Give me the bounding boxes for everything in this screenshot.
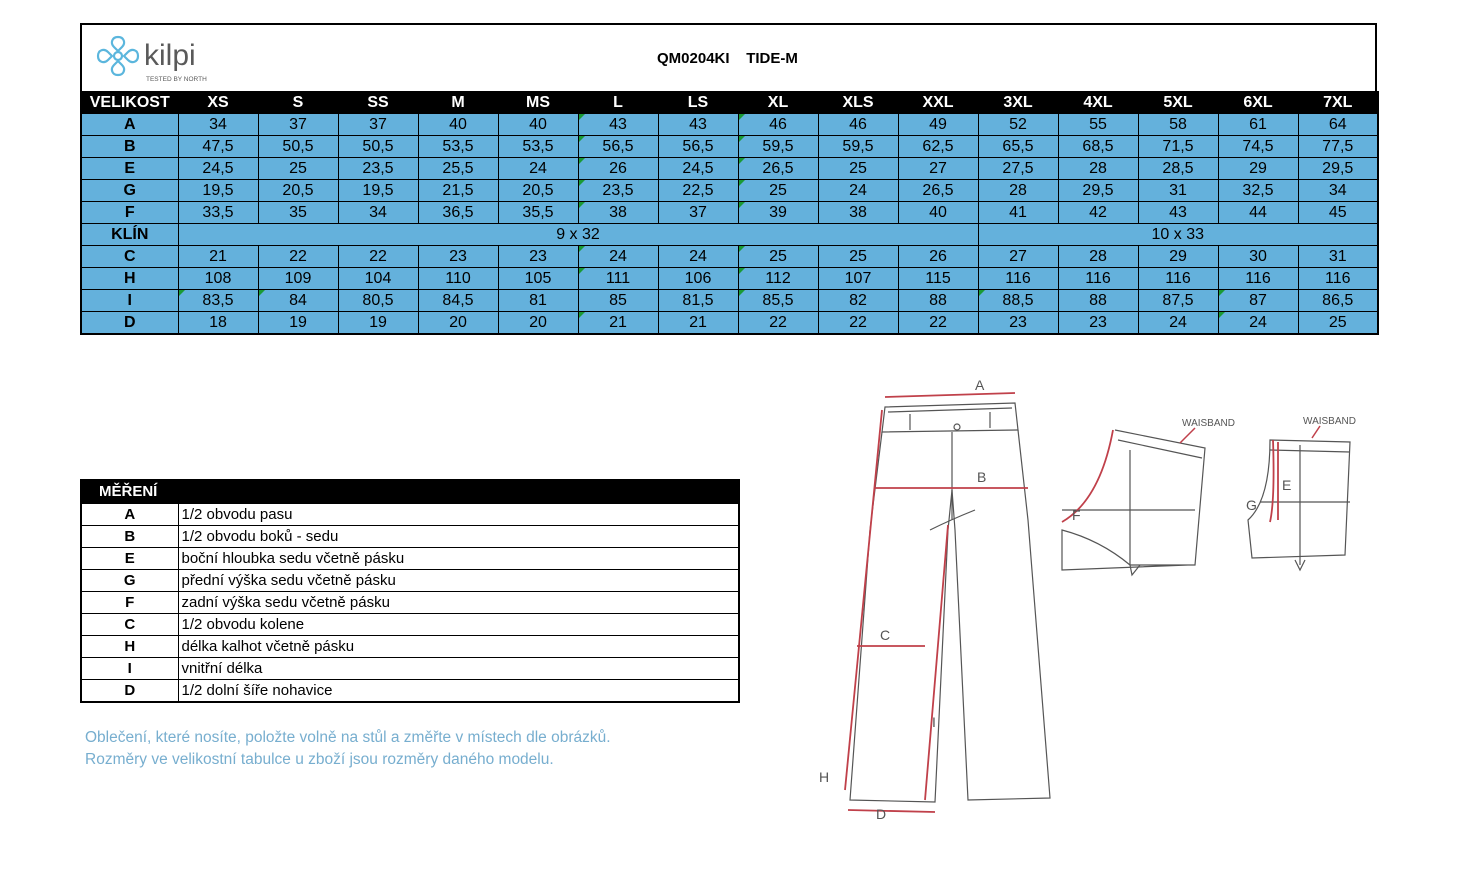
size-cell: 59,5 <box>738 136 818 158</box>
size-cell: 108 <box>178 268 258 290</box>
size-cell: 18 <box>178 312 258 335</box>
size-cell: 22 <box>258 246 338 268</box>
size-cell: 111 <box>578 268 658 290</box>
size-cell: 24 <box>818 180 898 202</box>
measure-h <box>845 410 882 790</box>
measurement-key: D <box>81 680 178 703</box>
size-cell: 88,5 <box>978 290 1058 312</box>
note-line-2: Rozměry ve velikostní tabulce u zboží jsou rozměry daného modelu. <box>85 751 554 768</box>
size-cell: 52 <box>978 114 1058 136</box>
size-cell: 105 <box>498 268 578 290</box>
size-cell: 116 <box>978 268 1058 290</box>
size-cell: 31 <box>1298 246 1378 268</box>
measurement-row <box>81 614 739 636</box>
size-header-row <box>81 92 1378 114</box>
size-cell: 109 <box>258 268 338 290</box>
zipper-value-small: 9 x 32 <box>178 224 978 246</box>
size-cell: 112 <box>738 268 818 290</box>
size-cell: 22,5 <box>658 180 738 202</box>
size-row-label: I <box>81 290 178 312</box>
pants-measurement-diagram <box>800 370 1370 830</box>
size-cell: 32,5 <box>1218 180 1298 202</box>
size-cell: 23 <box>978 312 1058 335</box>
size-row-c <box>81 246 1378 268</box>
waistband-label-back: WAISBAND <box>1182 418 1235 429</box>
size-cell: 77,5 <box>1298 136 1378 158</box>
size-column-header: XS <box>178 92 258 114</box>
diagram-label-c: C <box>880 627 891 643</box>
measure-f <box>1062 430 1113 522</box>
size-column-header: 7XL <box>1298 92 1378 114</box>
measurement-key: G <box>81 570 178 592</box>
size-cell: 22 <box>738 312 818 335</box>
measurement-key: E <box>81 548 178 570</box>
size-cell: 50,5 <box>338 136 418 158</box>
size-cell: 106 <box>658 268 738 290</box>
measurement-row <box>81 658 739 680</box>
size-cell: 19,5 <box>338 180 418 202</box>
size-cell: 25 <box>818 246 898 268</box>
size-cell: 26 <box>578 158 658 180</box>
size-cell: 25 <box>738 246 818 268</box>
measurement-description: vnitřní délka <box>178 658 739 680</box>
size-cell: 53,5 <box>498 136 578 158</box>
size-row-label: KLÍN <box>81 224 178 246</box>
size-cell: 28,5 <box>1138 158 1218 180</box>
measurement-description: boční hloubka sedu včetně pásku <box>178 548 739 570</box>
size-cell: 83,5 <box>178 290 258 312</box>
size-cell: 44 <box>1218 202 1298 224</box>
size-cell: 88 <box>898 290 978 312</box>
size-cell: 23,5 <box>338 158 418 180</box>
size-cell: 19,5 <box>178 180 258 202</box>
size-column-header: XLS <box>818 92 898 114</box>
size-grid <box>80 91 1379 335</box>
size-cell: 47,5 <box>178 136 258 158</box>
size-cell: 45 <box>1298 202 1378 224</box>
size-cell: 58 <box>1138 114 1218 136</box>
size-cell: 31 <box>1138 180 1218 202</box>
size-cell: 22 <box>338 246 418 268</box>
size-column-header: SS <box>338 92 418 114</box>
size-cell: 20 <box>418 312 498 335</box>
size-column-header: 5XL <box>1138 92 1218 114</box>
size-cell: 82 <box>818 290 898 312</box>
size-cell: 37 <box>258 114 338 136</box>
measurement-description: zadní výška sedu včetně pásku <box>178 592 739 614</box>
size-cell: 55 <box>1058 114 1138 136</box>
size-cell: 24 <box>498 158 578 180</box>
size-column-header: L <box>578 92 658 114</box>
size-cell: 41 <box>978 202 1058 224</box>
size-cell: 116 <box>1298 268 1378 290</box>
diagram-label-d: D <box>876 806 887 822</box>
pants-side-outline <box>1248 440 1350 570</box>
size-cell: 25 <box>1298 312 1378 335</box>
zipper-value-large: 10 x 33 <box>978 224 1378 246</box>
size-column-header: S <box>258 92 338 114</box>
measurement-description: 1/2 obvodu boků - sedu <box>178 526 739 548</box>
size-cell: 84,5 <box>418 290 498 312</box>
size-cell: 115 <box>898 268 978 290</box>
size-cell: 46 <box>738 114 818 136</box>
size-cell: 21 <box>578 312 658 335</box>
size-cell: 68,5 <box>1058 136 1138 158</box>
size-cell: 19 <box>338 312 418 335</box>
size-row-g <box>81 180 1378 202</box>
diagram-label-f: F <box>1072 507 1081 523</box>
diagram-label-i: I <box>932 714 936 730</box>
size-cell: 24 <box>658 246 738 268</box>
size-cell: 37 <box>338 114 418 136</box>
size-cell: 65,5 <box>978 136 1058 158</box>
diagram-label-e: E <box>1282 477 1292 493</box>
size-table <box>80 23 1377 335</box>
size-cell: 23 <box>418 246 498 268</box>
size-cell: 20 <box>498 312 578 335</box>
size-row-label: B <box>81 136 178 158</box>
size-cell: 49 <box>898 114 978 136</box>
size-cell: 24 <box>1218 312 1298 335</box>
size-cell: 29,5 <box>1058 180 1138 202</box>
measurement-row <box>81 526 739 548</box>
measurement-row <box>81 570 739 592</box>
size-header-label: VELIKOST <box>81 92 178 114</box>
size-cell: 40 <box>498 114 578 136</box>
size-cell: 23 <box>498 246 578 268</box>
size-row-label: F <box>81 202 178 224</box>
size-cell: 22 <box>898 312 978 335</box>
size-cell: 21,5 <box>418 180 498 202</box>
size-row-label: A <box>81 114 178 136</box>
measure-g <box>1270 440 1274 522</box>
size-cell: 22 <box>818 312 898 335</box>
pants-front-outline <box>850 403 1050 802</box>
size-cell: 86,5 <box>1298 290 1378 312</box>
size-cell: 61 <box>1218 114 1298 136</box>
measurement-key: C <box>81 614 178 636</box>
measurement-legend-title: MĚŘENÍ <box>81 480 739 503</box>
size-cell: 56,5 <box>658 136 738 158</box>
measurement-key: F <box>81 592 178 614</box>
measurement-key: B <box>81 526 178 548</box>
size-cell: 53,5 <box>418 136 498 158</box>
size-cell: 35 <box>258 202 338 224</box>
size-cell: 19 <box>258 312 338 335</box>
size-cell: 30 <box>1218 246 1298 268</box>
size-cell: 38 <box>818 202 898 224</box>
size-cell: 38 <box>578 202 658 224</box>
size-row-label: G <box>81 180 178 202</box>
size-cell: 27,5 <box>978 158 1058 180</box>
size-cell: 116 <box>1218 268 1298 290</box>
diagram-label-a: A <box>975 377 985 393</box>
measure-lines <box>845 393 1028 812</box>
size-cell: 21 <box>178 246 258 268</box>
size-cell: 24,5 <box>658 158 738 180</box>
size-cell: 110 <box>418 268 498 290</box>
measuring-note <box>85 727 611 771</box>
size-cell: 29 <box>1138 246 1218 268</box>
size-column-header: M <box>418 92 498 114</box>
size-cell: 25 <box>738 180 818 202</box>
size-row-i <box>81 290 1378 312</box>
measurement-description: délka kalhot včetně pásku <box>178 636 739 658</box>
size-cell: 81 <box>498 290 578 312</box>
measurement-row <box>81 503 739 526</box>
size-cell: 59,5 <box>818 136 898 158</box>
size-cell: 23 <box>1058 312 1138 335</box>
size-cell: 33,5 <box>178 202 258 224</box>
size-cell: 85,5 <box>738 290 818 312</box>
product-title: QM0204KI TIDE-M <box>657 50 798 67</box>
measurement-row <box>81 592 739 614</box>
size-cell: 46 <box>818 114 898 136</box>
diagram-label-h: H <box>819 769 830 785</box>
size-row-d <box>81 312 1378 335</box>
size-cell: 24 <box>578 246 658 268</box>
brand-wordmark: kilpi <box>144 39 196 72</box>
size-cell: 28 <box>1058 158 1138 180</box>
size-row-klin <box>81 224 1378 246</box>
measurement-description: 1/2 obvodu pasu <box>178 503 739 526</box>
size-cell: 24,5 <box>178 158 258 180</box>
size-row-a <box>81 114 1378 136</box>
size-cell: 64 <box>1298 114 1378 136</box>
size-cell: 43 <box>578 114 658 136</box>
size-cell: 25 <box>818 158 898 180</box>
size-cell: 40 <box>898 202 978 224</box>
size-cell: 26,5 <box>738 158 818 180</box>
size-column-header: XL <box>738 92 818 114</box>
size-cell: 74,5 <box>1218 136 1298 158</box>
measurement-description: 1/2 dolní šíře nohavice <box>178 680 739 703</box>
size-cell: 116 <box>1058 268 1138 290</box>
size-cell: 27 <box>898 158 978 180</box>
waistband-label-side: WAISBAND <box>1303 416 1356 427</box>
size-row-f <box>81 202 1378 224</box>
note-line-1: Oblečení, které nosíte, položte volně na stůl a změřte v místech dle obrázků. <box>85 729 611 746</box>
size-column-header: 3XL <box>978 92 1058 114</box>
size-cell: 42 <box>1058 202 1138 224</box>
size-cell: 36,5 <box>418 202 498 224</box>
size-cell: 20,5 <box>498 180 578 202</box>
size-cell: 27 <box>978 246 1058 268</box>
measurement-legend <box>80 479 738 703</box>
size-cell: 80,5 <box>338 290 418 312</box>
size-column-header: LS <box>658 92 738 114</box>
table-header-box <box>80 23 1377 91</box>
size-cell: 29 <box>1218 158 1298 180</box>
size-row-label: C <box>81 246 178 268</box>
measurement-description: přední výška sedu včetně pásku <box>178 570 739 592</box>
size-cell: 43 <box>658 114 738 136</box>
size-cell: 81,5 <box>658 290 738 312</box>
size-cell: 35,5 <box>498 202 578 224</box>
size-cell: 28 <box>978 180 1058 202</box>
size-cell: 84 <box>258 290 338 312</box>
size-cell: 28 <box>1058 246 1138 268</box>
measurement-key: I <box>81 658 178 680</box>
size-cell: 20,5 <box>258 180 338 202</box>
size-cell: 34 <box>1298 180 1378 202</box>
size-cell: 39 <box>738 202 818 224</box>
size-cell: 37 <box>658 202 738 224</box>
diagram-label-g: G <box>1246 497 1257 513</box>
diagram-label-b: B <box>977 469 987 485</box>
size-cell: 23,5 <box>578 180 658 202</box>
size-column-header: 4XL <box>1058 92 1138 114</box>
size-cell: 40 <box>418 114 498 136</box>
size-cell: 50,5 <box>258 136 338 158</box>
size-cell: 116 <box>1138 268 1218 290</box>
measurement-key: H <box>81 636 178 658</box>
size-cell: 25 <box>258 158 338 180</box>
size-column-header: MS <box>498 92 578 114</box>
size-cell: 21 <box>658 312 738 335</box>
measurement-row <box>81 636 739 658</box>
measurement-row <box>81 680 739 703</box>
size-cell: 104 <box>338 268 418 290</box>
size-cell: 107 <box>818 268 898 290</box>
size-row-e <box>81 158 1378 180</box>
size-row-label: H <box>81 268 178 290</box>
brand-tagline: TESTED BY NORTH <box>146 76 207 83</box>
size-cell: 26,5 <box>898 180 978 202</box>
size-cell: 25,5 <box>418 158 498 180</box>
size-cell: 85 <box>578 290 658 312</box>
size-cell: 56,5 <box>578 136 658 158</box>
size-row-label: E <box>81 158 178 180</box>
size-row-h <box>81 268 1378 290</box>
measure-a <box>885 393 1015 397</box>
size-column-header: XXL <box>898 92 978 114</box>
measurement-row <box>81 548 739 570</box>
size-cell: 24 <box>1138 312 1218 335</box>
size-cell: 71,5 <box>1138 136 1218 158</box>
size-cell: 34 <box>178 114 258 136</box>
size-cell: 87 <box>1218 290 1298 312</box>
size-cell: 29,5 <box>1298 158 1378 180</box>
size-cell: 26 <box>898 246 978 268</box>
size-row-label: D <box>81 312 178 335</box>
measurement-key: A <box>81 503 178 526</box>
size-cell: 87,5 <box>1138 290 1218 312</box>
size-cell: 62,5 <box>898 136 978 158</box>
size-cell: 88 <box>1058 290 1138 312</box>
size-column-header: 6XL <box>1218 92 1298 114</box>
size-cell: 43 <box>1138 202 1218 224</box>
measurement-description: 1/2 obvodu kolene <box>178 614 739 636</box>
size-cell: 34 <box>338 202 418 224</box>
kilpi-logo <box>94 31 224 86</box>
size-row-b <box>81 136 1378 158</box>
measure-d <box>848 810 935 812</box>
